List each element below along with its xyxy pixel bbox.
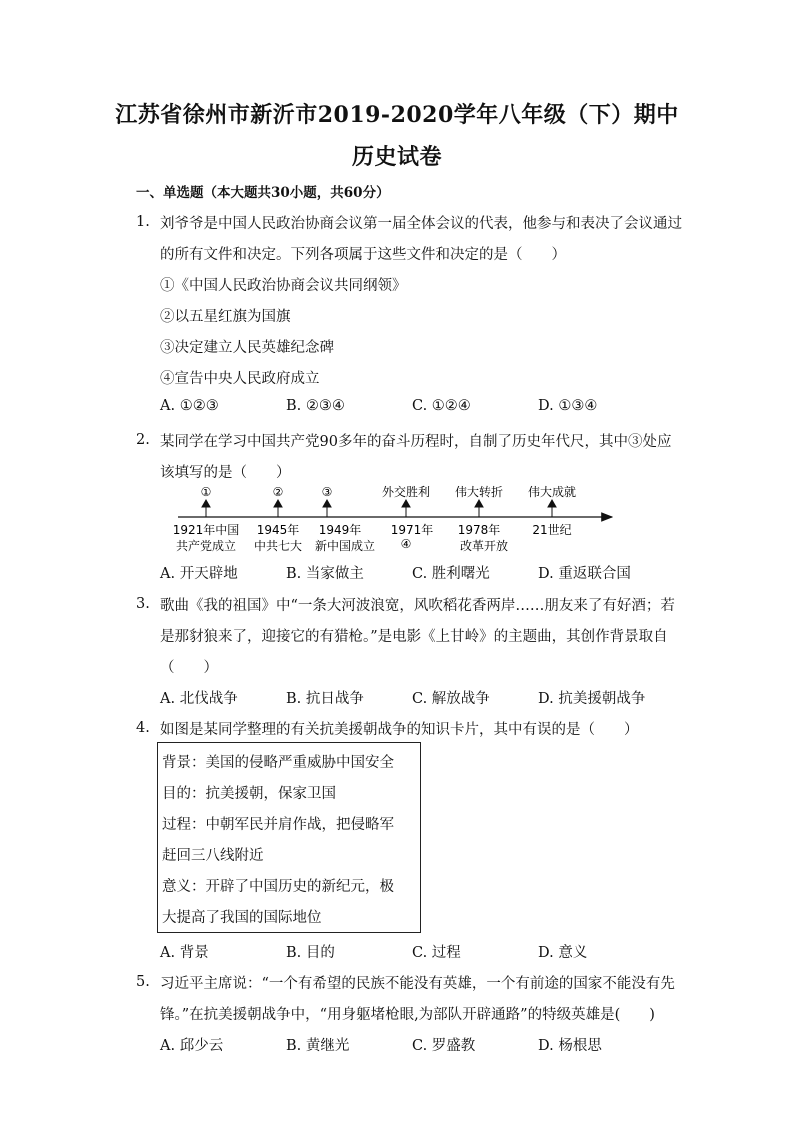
question-number: 1. (136, 214, 150, 230)
section-heading: 一、单选题（本大题共30小题，共60分） (136, 185, 390, 201)
question-text: 如图是某同学整理的有关抗美援朝战争的知识卡片，其中有误的是（ ） (160, 722, 639, 738)
card-line: 目的：抗美援朝，保家卫国 (162, 786, 336, 802)
option-c[interactable]: C. 过程 (412, 945, 461, 961)
question-text: 刘爷爷是中国人民政治协商会议第一届全体会议的代表，他参与和表决了会议通过 (160, 216, 682, 232)
timeline-event-label: ④ (400, 537, 412, 551)
timeline-event-label: 中共七大 (253, 539, 303, 553)
timeline-top-label: 外交胜利 (381, 485, 431, 499)
timeline-top-label: 伟大成就 (527, 485, 577, 499)
option-b[interactable]: B. 目的 (286, 945, 335, 961)
statement-item: ②以五星红旗为国旗 (160, 309, 291, 325)
question-text: 的所有文件和决定。下列各项属于这些文件和决定的是（ ） (160, 247, 566, 263)
timeline-top-label: ② (272, 485, 284, 499)
history-timeline (170, 482, 630, 560)
option-d[interactable]: D. ①③④ (538, 398, 598, 414)
timeline-year-label: 1978年 (457, 523, 501, 537)
question-number: 5. (136, 974, 150, 990)
knowledge-card (157, 742, 421, 933)
card-line: 大提高了我国的国际地位 (162, 910, 322, 926)
question-number: 4. (136, 720, 150, 736)
option-b[interactable]: B. 黄继光 (286, 1038, 350, 1054)
question-text: 习近平主席说：“一个有希望的民族不能没有英雄，一个有前途的国家不能没有先 (160, 976, 675, 992)
card-line: 赶回三八线附近 (162, 848, 264, 864)
option-d[interactable]: D. 重返联合国 (538, 566, 631, 582)
timeline-top-label: 伟大转折 (454, 485, 504, 499)
question-text: （ ） (160, 660, 218, 676)
timeline-year-label: 21世纪 (532, 523, 572, 537)
option-d[interactable]: D. 意义 (538, 945, 588, 961)
option-a[interactable]: A. 背景 (160, 945, 209, 961)
timeline-top-label: ③ (321, 485, 333, 499)
statement-item: ③决定建立人民英雄纪念碑 (160, 340, 334, 356)
option-b[interactable]: B. 抗日战争 (286, 691, 364, 707)
question-text: 某同学在学习中国共产党90多年的奋斗历程时，自制了历史年代尺，其中③处应 (160, 434, 672, 450)
timeline-year-label: 1949年 (318, 523, 362, 537)
option-a[interactable]: A. ①②③ (160, 398, 219, 414)
option-c[interactable]: C. 胜利曙光 (412, 566, 490, 582)
card-line: 过程：中朝军民并肩作战，把侵略军 (162, 817, 394, 833)
option-b[interactable]: B. 当家做主 (286, 566, 364, 582)
card-line: 背景：美国的侵略严重威胁中国安全 (162, 755, 394, 771)
timeline-year-label: 1945年 (256, 523, 300, 537)
option-c[interactable]: C. 解放战争 (412, 691, 490, 707)
card-line: 意义：开辟了中国历史的新纪元，极 (162, 879, 394, 895)
option-a[interactable]: A. 开天辟地 (160, 566, 238, 582)
statement-item: ①《中国人民政治协商会议共同纲领》 (160, 278, 407, 294)
page-subtitle: 历史试卷 (351, 144, 442, 170)
option-a[interactable]: A. 北伐战争 (160, 691, 238, 707)
question-number: 2. (136, 432, 150, 448)
timeline-event-label: 改革开放 (459, 539, 509, 553)
timeline-top-label: ① (200, 485, 212, 499)
option-c[interactable]: C. 罗盛教 (412, 1038, 476, 1054)
timeline-event-label: 新中国成立 (314, 539, 376, 553)
option-d[interactable]: D. 抗美援朝战争 (538, 691, 646, 707)
question-text: 锋。”在抗美援朝战争中，“用身躯堵枪眼,为部队开辟通路”的特级英雄是( ) (160, 1007, 655, 1023)
timeline-year-label: 1921年中国 (172, 523, 240, 537)
option-a[interactable]: A. 邱少云 (160, 1038, 224, 1054)
question-text: 该填写的是（ ） (160, 465, 291, 481)
question-text: 是那豺狼来了，迎接它的有猎枪。”是电影《上甘岭》的主题曲，其创作背景取自 (160, 629, 668, 645)
timeline-year-label: 1971年 (390, 523, 434, 537)
option-c[interactable]: C. ①②④ (412, 398, 471, 414)
statement-item: ④宣告中央人民政府成立 (160, 371, 320, 387)
option-b[interactable]: B. ②③④ (286, 398, 345, 414)
page-title: 江苏省徐州市新沂市2019-2020学年八年级（下）期中 (115, 102, 679, 128)
question-number: 3. (136, 596, 150, 612)
timeline-event-label: 共产党成立 (175, 539, 237, 553)
option-d[interactable]: D. 杨根思 (538, 1038, 602, 1054)
question-text: 歌曲《我的祖国》中“一条大河波浪宽，风吹稻花香两岸……朋友来了有好酒；若 (160, 598, 675, 614)
